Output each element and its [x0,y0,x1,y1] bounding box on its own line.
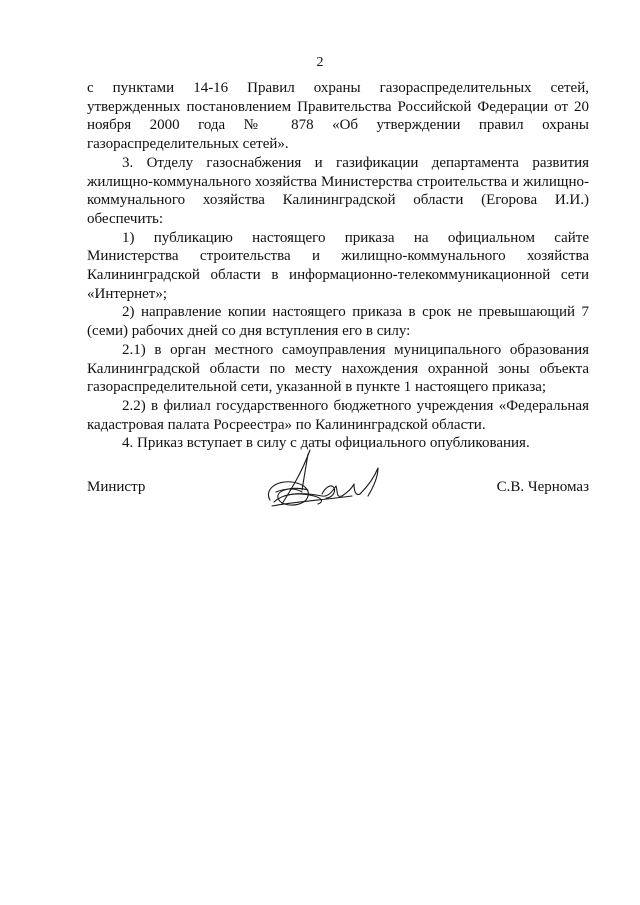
signatory-title: Министр [87,479,146,495]
paragraph-item-3-1: 1) публикацию настоящего приказа на официальном сайте Министерства строительства и жилищно-коммунального хозяйства Калининградской области в информационно-телекоммуникационной сети «Интернет»; [87,229,589,302]
paragraph-item-4: 4. Приказ вступает в силу с даты официального опубликования. [122,435,530,452]
paragraph-item-2-2: 2.2) в филиал государственного бюджетного учреждения «Федеральная кадастровая палата Росреестра» по Калининградской области. [87,397,589,433]
handwritten-signature-icon [262,442,387,522]
paragraph-continuation: с пунктами 14-16 Правил охраны газораспределительных сетей, утвержденных постановлением Правительства Российской Федерации от 20 ноября 2000 года № 878 «Об утверждении правил охраны газораспределительных сетей». [87,80,589,153]
page-number: 2 [316,55,324,70]
paragraph-item-3: 3. Отделу газоснабжения и газификации департамента развития жилищно-коммунального хозяйства Министерства строительства и жилищно-коммунального хозяйства Калининградской области (Егорова И.И.) обеспечить: [87,154,589,227]
paragraph-item-2-1: 2.1) в орган местного самоуправления муниципального образования Калининградской области по месту нахождения охранной зоны объекта газораспределительной сети, указанной в пункте 1 настоящего приказа; [87,341,589,396]
document-body [87,79,589,453]
signatory-name: С.В. Черномаз [496,479,589,495]
paragraph-item-3-2: 2) направление копии настоящего приказа в срок не превышающий 7 (семи) рабочих дней со дня вступления его в силу: [87,304,589,340]
